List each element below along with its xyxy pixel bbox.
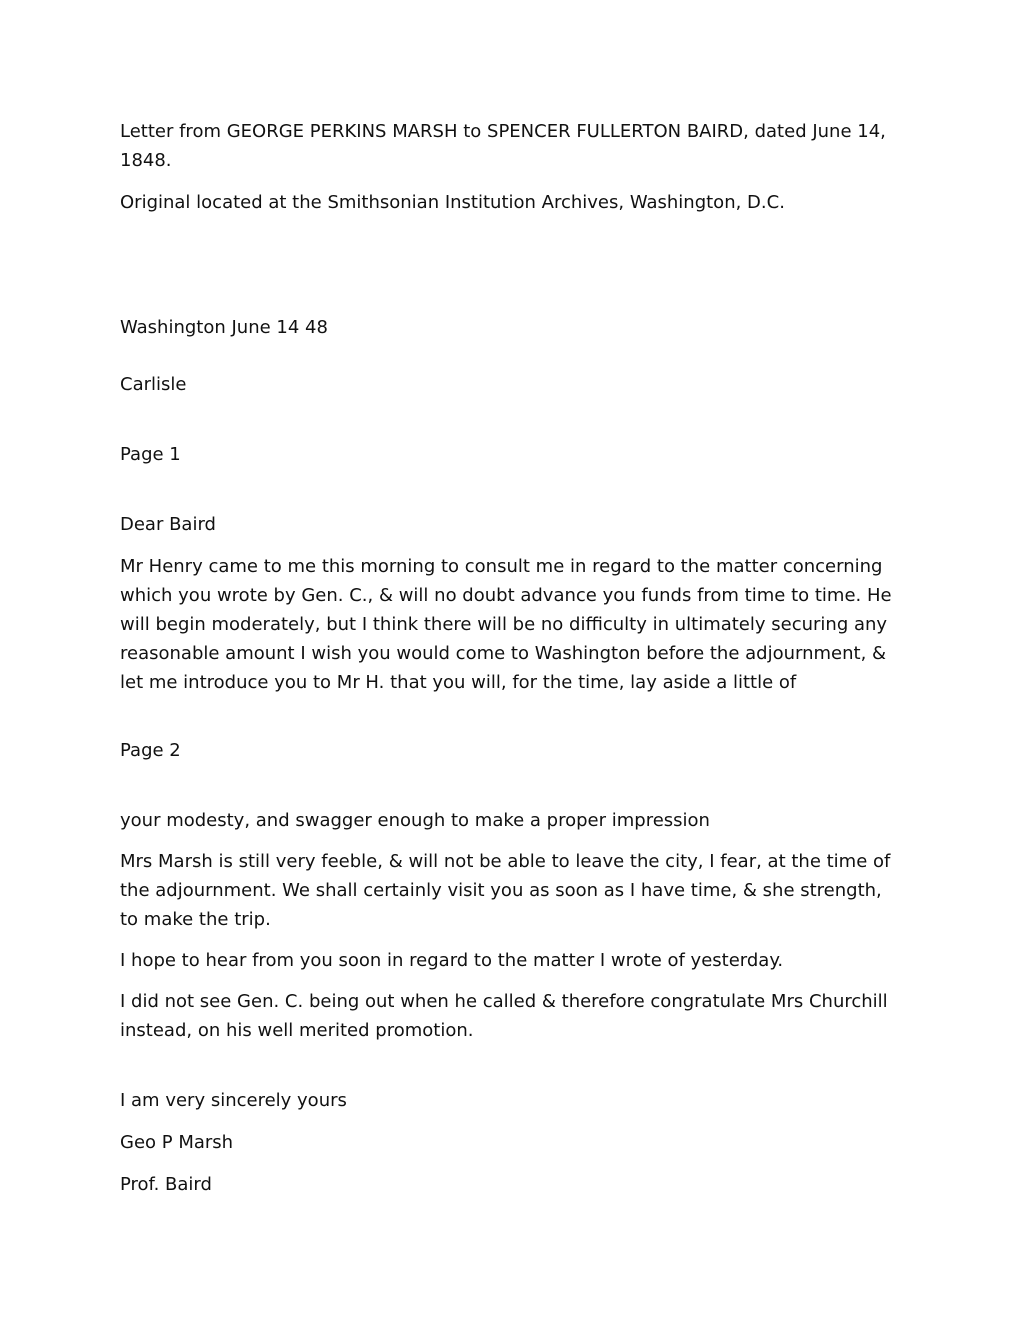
header-citation: Letter from GEORGE PERKINS MARSH to SPENCER FULLERTON BAIRD, dated June 14, 1848. xyxy=(120,121,886,171)
letter-paragraph-3: Mrs Marsh is still very feeble, & will not be able to leave the city, I fear, at the time of the adjournment. We shall certainly visit you as soon as I have time, & she strength, to make the trip. xyxy=(120,851,891,930)
page-2-label: Page 2 xyxy=(120,740,181,761)
letter-closing: I am very sincerely yours xyxy=(120,1090,347,1111)
letter-dateline: Washington June 14 48 xyxy=(120,317,328,338)
letter-paragraph-4: I hope to hear from you soon in regard to the matter I wrote of yesterday. xyxy=(120,950,784,971)
letter-paragraph-5: I did not see Gen. C. being out when he called & therefore congratulate Mrs Churchill instead, on his well merited promotion. xyxy=(120,991,888,1041)
letter-paragraph-1: Mr Henry came to me this morning to consult me in regard to the matter concerning which you wrote by Gen. C., & will no doubt advance you funds from time to time. He will begin moderately, but I think there will be no difficulty in ultimately securing any reasonable amount I wish you would come to Washington before the adjournment, & let me introduce you to Mr H. that you will, for the time, lay aside a little of xyxy=(120,556,892,693)
letter-salutation: Dear Baird xyxy=(120,514,216,535)
page-1-label: Page 1 xyxy=(120,444,181,465)
header-source: Original located at the Smithsonian Institution Archives, Washington, D.C. xyxy=(120,192,785,213)
letter-addressee: Prof. Baird xyxy=(120,1174,212,1195)
letter-signature: Geo P Marsh xyxy=(120,1132,234,1153)
letter-place: Carlisle xyxy=(120,374,187,395)
letter-paragraph-2: your modesty, and swagger enough to make a proper impression xyxy=(120,810,710,831)
